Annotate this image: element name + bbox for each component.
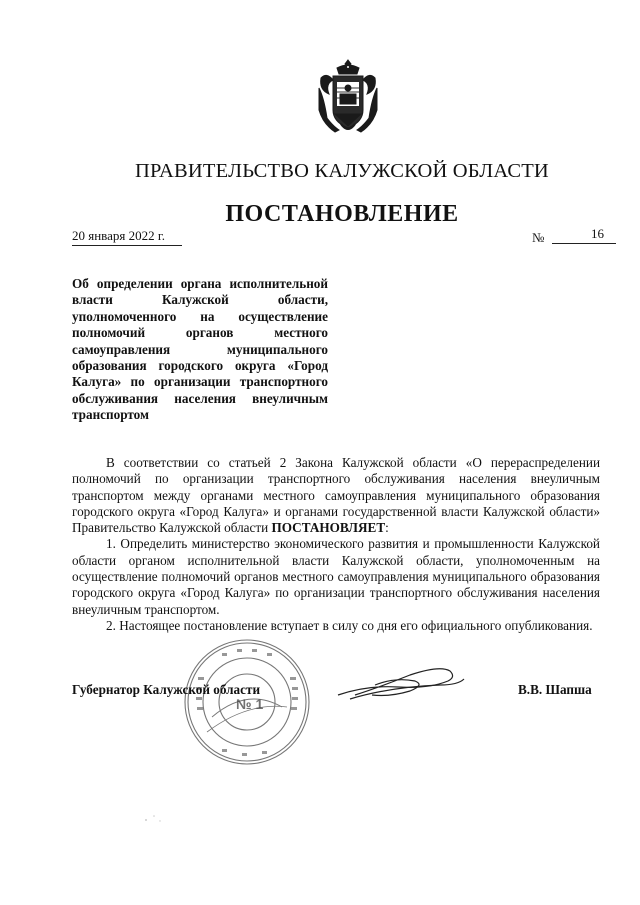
document-date: 20 января 2022 г. [72,228,182,246]
handwritten-signature [330,655,470,710]
scan-speck [140,808,170,828]
signatory-position: Губернатор Калужской области [72,682,261,697]
decree-word: ПОСТАНОВЛЯЕТ [271,520,386,536]
number-value: 16 [591,226,604,241]
document-type-title: ПОСТАНОВЛЕНИЕ [225,201,459,227]
seal-number: № 1 [236,696,264,712]
intro-text: В соответствии со статьей 2 Закона Калужской области «О перераспределении полномочий по организации транспортного обслуживания населения внеуличным транспортом между органами местного самоуправления муниципального образования городского округа «Город Калуга» и органами государственной власти Калужской области» Правительство Калужской области [72,455,600,536]
item-2: 2. Настоящее постановление вступает в силу со дня его официального опубликования. [106,617,593,633]
number-label: № [532,230,545,245]
decree-colon: : [385,520,389,536]
document-body [72,455,600,634]
kaluga-coat-of-arms-icon [315,58,381,136]
intro-paragraph [72,455,600,536]
number-underline [552,243,616,244]
government-title: ПРАВИТЕЛЬСТВО КАЛУЖСКОЙ ОБЛАСТИ [135,160,549,182]
item-1: 1. Определить министерство экономического развития и промышленности Калужской области органом исполнительной власти Калужской области, уполномоченным на осуществление полномочий органов местного самоуправления муниципального образования городского округа «Город Калуга» по организации транспортного обслуживания населения внеуличным транспортом. [72,536,600,617]
document-subject: Об определении органа исполнительной власти Калужской области, уполномоченного на осуществление полномочий органов местного самоуправления муниципального образования городского округа «Город Калуга» по организации транспортного обслуживания населения внеуличным транспортом [72,276,328,423]
signatory-name: В.В. Шапша [518,682,592,697]
official-seal [182,637,312,767]
document-number [532,226,616,246]
